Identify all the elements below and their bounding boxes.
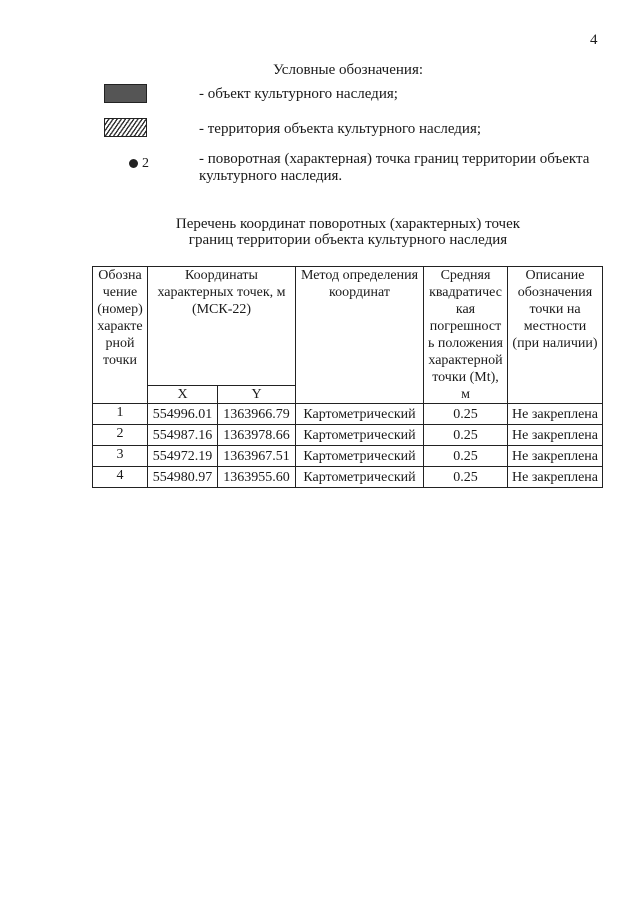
cell-point: 1 [93, 404, 148, 425]
legend-title: Условные обозначения: [272, 62, 424, 78]
header-description: Описание обозначения точки на местности (при наличии) [508, 267, 603, 404]
list-title-line1: Перечень координат поворотных (характерных) точек [175, 216, 521, 232]
page-number: 4 [590, 32, 598, 48]
cell-description: Не закреплена [508, 467, 603, 488]
list-title-line2: границ территории объекта культурного наследия [188, 232, 508, 248]
header-x: X [148, 386, 218, 404]
cell-y: 1363966.79 [218, 404, 296, 425]
cell-error: 0.25 [424, 467, 508, 488]
legend-item-turning-point: - поворотная (характерная) точка границ территории объекта культурного наследия. [199, 151, 590, 184]
header-error: Средняя квадратичес кая погрешност ь положения характерной точки (Mt), м [424, 267, 508, 404]
cell-x: 554980.97 [148, 467, 218, 488]
header-point: Обозна чение (номер) характе рной точки [93, 267, 148, 404]
header-y: Y [218, 386, 296, 404]
cell-method: Картометрический [296, 467, 424, 488]
solid-dark-swatch-icon [104, 84, 147, 103]
cell-x: 554987.16 [148, 425, 218, 446]
legend-item-heritage-territory: - территория объекта культурного наследия; [199, 121, 482, 137]
cell-method: Картометрический [296, 446, 424, 467]
header-method: Метод определения координат [296, 267, 424, 404]
table-row [93, 425, 603, 446]
cell-point: 2 [93, 425, 148, 446]
cell-y: 1363955.60 [218, 467, 296, 488]
cell-x: 554972.19 [148, 446, 218, 467]
cell-x: 554996.01 [148, 404, 218, 425]
cell-error: 0.25 [424, 446, 508, 467]
cell-point: 4 [93, 467, 148, 488]
cell-y: 1363967.51 [218, 446, 296, 467]
point-marker [129, 156, 149, 172]
cell-description: Не закреплена [508, 425, 603, 446]
cell-point: 3 [93, 446, 148, 467]
table-row [93, 446, 603, 467]
cell-description: Не закреплена [508, 404, 603, 425]
coordinates-table [92, 266, 603, 488]
legend-item-heritage-object: - объект культурного наследия; [199, 86, 398, 102]
cell-error: 0.25 [424, 404, 508, 425]
cell-method: Картометрический [296, 404, 424, 425]
cell-error: 0.25 [424, 425, 508, 446]
point-marker-icon [129, 159, 138, 168]
cell-description: Не закреплена [508, 446, 603, 467]
table-row [93, 467, 603, 488]
header-coords: Координаты характерных точек, м (МСК-22) [148, 267, 296, 386]
list-title [0, 216, 640, 248]
cell-y: 1363978.66 [218, 425, 296, 446]
table-row [93, 404, 603, 425]
cell-method: Картометрический [296, 425, 424, 446]
point-marker-label: 2 [142, 156, 149, 171]
hatched-swatch-icon [104, 118, 147, 137]
table-header-row [93, 267, 603, 386]
